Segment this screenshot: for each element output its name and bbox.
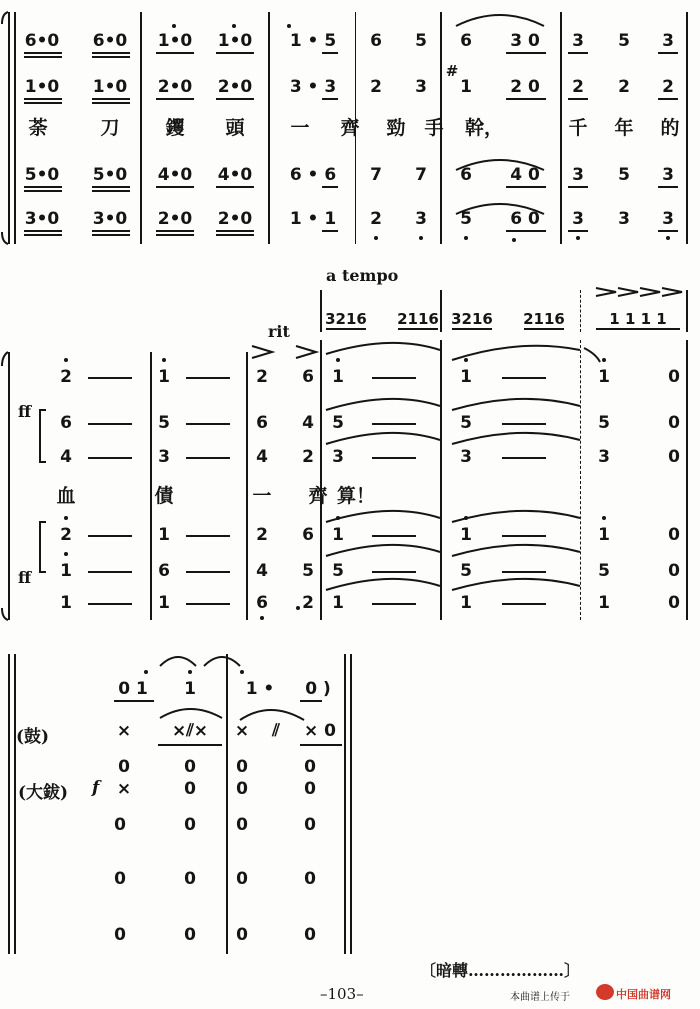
note: 2 xyxy=(618,77,630,97)
cymbal-rest: 0 xyxy=(184,757,196,777)
note: 2•0 xyxy=(217,209,253,229)
note: 2•0 xyxy=(217,77,253,97)
note: 5 xyxy=(332,413,344,433)
note: 3 xyxy=(572,31,584,51)
note: 5 xyxy=(618,165,630,185)
note: 6 xyxy=(158,561,170,581)
lyric: 幹， xyxy=(464,117,504,139)
note: 3 xyxy=(460,447,472,467)
note: 2116 xyxy=(397,310,439,328)
lyric: 齊 xyxy=(340,117,360,139)
dynamic-ff: ff xyxy=(18,402,32,421)
note: 7 xyxy=(415,165,427,185)
note: 6 xyxy=(460,165,472,185)
note: 1 • xyxy=(245,679,275,699)
note: 6•0 xyxy=(24,31,60,51)
note: 1 xyxy=(158,593,170,613)
lyric: 債 xyxy=(154,485,174,507)
note: 3 xyxy=(662,209,674,229)
lyric: 齊 xyxy=(308,485,328,507)
note: 5 xyxy=(415,31,427,51)
note: 3 xyxy=(332,447,344,467)
dynamic-f: f xyxy=(92,778,100,798)
note: 1 xyxy=(332,525,344,545)
site-logo-icon xyxy=(596,984,614,1000)
barline xyxy=(268,12,270,244)
barline xyxy=(440,340,442,620)
note: 6 xyxy=(370,31,382,51)
note: 6 xyxy=(302,525,314,545)
note: 3 xyxy=(572,209,584,229)
drum-label: (鼓) xyxy=(16,727,50,747)
note: 1•0 xyxy=(92,77,128,97)
note: 3216 xyxy=(325,310,367,328)
note: 0 1 xyxy=(118,679,148,699)
lyric: 勁 xyxy=(386,117,406,139)
note: 1•0 xyxy=(24,77,60,97)
note: 3•0 xyxy=(92,209,128,229)
lyric: 年 xyxy=(614,117,634,139)
page-number: –103– xyxy=(320,985,364,1003)
drum-mark: ×⫽× xyxy=(171,721,209,741)
note: 0 xyxy=(668,367,680,387)
rest: 0 xyxy=(184,815,196,835)
sharp-sign: # xyxy=(445,62,459,80)
note: 5 xyxy=(332,561,344,581)
dynamic-ff: ff xyxy=(18,568,32,587)
note: 6 0 xyxy=(510,209,540,229)
drum-mark: × xyxy=(234,721,250,741)
barline xyxy=(686,12,688,244)
note: 1 xyxy=(158,525,170,545)
lyric: 的 xyxy=(660,117,680,139)
rest: 0 xyxy=(184,869,196,889)
lyric: 算！ xyxy=(336,485,376,507)
note: 2 xyxy=(60,367,72,387)
cymbal-mark: 0 xyxy=(184,779,196,799)
note: 2 xyxy=(370,77,382,97)
note: 3 • 3 xyxy=(289,77,337,97)
note: 6 xyxy=(460,31,472,51)
barline xyxy=(350,654,352,954)
cymbal-mark: 0 xyxy=(304,779,316,799)
cymbal-rest: 0 xyxy=(236,757,248,777)
lyric: 手 xyxy=(424,117,444,139)
rest: 0 xyxy=(236,869,248,889)
note: 4 0 xyxy=(510,165,540,185)
note: 5 xyxy=(598,413,610,433)
rest: 0 xyxy=(236,925,248,945)
note: 1 xyxy=(460,367,472,387)
note: 6 xyxy=(60,413,72,433)
note: 1 xyxy=(332,367,344,387)
note: 0 ) xyxy=(305,679,331,699)
note: 2 xyxy=(302,593,314,613)
note: 5 xyxy=(302,561,314,581)
lyric: 刀 xyxy=(100,117,120,139)
note: 0 xyxy=(668,561,680,581)
note: 2 xyxy=(256,367,268,387)
note: 2 xyxy=(662,77,674,97)
note: 1 xyxy=(460,77,472,97)
note: 5•0 xyxy=(24,165,60,185)
barline xyxy=(140,12,142,244)
cymbal-rest: 0 xyxy=(118,757,130,777)
lyric: 千 xyxy=(568,117,588,139)
drum-mark: × xyxy=(116,721,132,741)
rest: 0 xyxy=(114,869,126,889)
note: 3216 xyxy=(451,310,493,328)
lyric: 一 xyxy=(290,117,310,139)
note: 2 xyxy=(302,447,314,467)
lyric: 頭 xyxy=(225,117,245,139)
barline xyxy=(560,12,562,244)
barline xyxy=(226,654,228,954)
note: 3 xyxy=(415,77,427,97)
note: 1 xyxy=(460,593,472,613)
note: 6 xyxy=(302,367,314,387)
note: 5 xyxy=(158,413,170,433)
barline xyxy=(580,290,582,332)
system-line xyxy=(14,654,16,954)
note: 3 xyxy=(598,447,610,467)
note: 1 xyxy=(598,367,610,387)
note: 1•0 xyxy=(217,31,253,51)
note: 4 xyxy=(256,561,268,581)
note: 3•0 xyxy=(24,209,60,229)
note: 3 xyxy=(415,209,427,229)
drum-mark: × 0 xyxy=(304,721,336,741)
note: 2116 xyxy=(523,310,565,328)
note: 2•0 xyxy=(157,209,193,229)
rest: 0 xyxy=(304,925,316,945)
barline xyxy=(580,340,582,620)
note: 2 xyxy=(370,209,382,229)
note: 1 xyxy=(598,525,610,545)
note: 1 1 1 1 xyxy=(609,310,667,328)
barline xyxy=(344,654,346,954)
note: 1 xyxy=(460,525,472,545)
note: 1 xyxy=(332,593,344,613)
cymbal-label: (大鈸) xyxy=(18,783,69,803)
barline xyxy=(320,290,322,332)
system-bracket xyxy=(8,654,10,954)
rest: 0 xyxy=(114,815,126,835)
note: 5 xyxy=(618,31,630,51)
note: 2•0 xyxy=(157,77,193,97)
note: 5 xyxy=(460,209,472,229)
barline xyxy=(686,340,688,620)
rest: 0 xyxy=(184,925,196,945)
barline xyxy=(246,352,248,620)
note: 1 xyxy=(184,679,196,699)
note: 1 xyxy=(60,561,72,581)
cue-text: 〔暗轉………………〕 xyxy=(420,961,581,980)
rest: 0 xyxy=(304,869,316,889)
rest: 0 xyxy=(114,925,126,945)
note: 0 xyxy=(668,593,680,613)
rit-marking: rit xyxy=(268,322,290,341)
note: 1 xyxy=(158,367,170,387)
note: 5 xyxy=(460,413,472,433)
note: 1 • 5 xyxy=(289,31,337,51)
note: 0 xyxy=(668,525,680,545)
note: 2 xyxy=(256,525,268,545)
system-bracket xyxy=(8,352,10,620)
note: 6•0 xyxy=(92,31,128,51)
note: 3 xyxy=(572,165,584,185)
note: 4•0 xyxy=(157,165,193,185)
lyric: 血 xyxy=(56,485,76,507)
system-bracket xyxy=(8,12,10,244)
note: 5•0 xyxy=(92,165,128,185)
barline xyxy=(150,352,152,620)
note: 0 xyxy=(668,447,680,467)
watermark-text: 本曲谱上传于 xyxy=(510,992,570,1003)
system-line xyxy=(14,12,16,244)
tempo-marking: a tempo xyxy=(326,266,399,285)
note: 3 xyxy=(662,165,674,185)
barline xyxy=(320,340,322,620)
note: 3 xyxy=(662,31,674,51)
note: 3 0 xyxy=(510,31,540,51)
note: 3 xyxy=(618,209,630,229)
note: 6 • 6 xyxy=(289,165,337,185)
note: 7 xyxy=(370,165,382,185)
note: 2 0 xyxy=(510,77,540,97)
site-name: 中国曲谱网 xyxy=(616,988,671,1001)
note: 5 xyxy=(598,561,610,581)
cymbal-rest: 0 xyxy=(304,757,316,777)
note: 6 xyxy=(256,413,268,433)
note: 4•0 xyxy=(217,165,253,185)
barline xyxy=(686,290,688,332)
note: 5 xyxy=(460,561,472,581)
note: 2 xyxy=(572,77,584,97)
note: 2 xyxy=(60,525,72,545)
note: 0 xyxy=(668,413,680,433)
lyric: 钁 xyxy=(165,117,185,139)
note: 1 xyxy=(60,593,72,613)
lyric: 荼 xyxy=(28,117,48,139)
barline xyxy=(440,290,442,332)
note: 1 • 1 xyxy=(289,209,337,229)
note: 1 xyxy=(598,593,610,613)
rest: 0 xyxy=(236,815,248,835)
note: 1•0 xyxy=(157,31,193,51)
note: 3 xyxy=(158,447,170,467)
note: 6 xyxy=(256,593,268,613)
note: 4 xyxy=(302,413,314,433)
note: 4 xyxy=(256,447,268,467)
cymbal-mark: 0 xyxy=(236,779,248,799)
note: 4 xyxy=(60,447,72,467)
drum-mark: ⫽ xyxy=(272,721,280,741)
cymbal-mark: × xyxy=(116,779,132,799)
rest: 0 xyxy=(304,815,316,835)
lyric: 一 xyxy=(252,485,272,507)
